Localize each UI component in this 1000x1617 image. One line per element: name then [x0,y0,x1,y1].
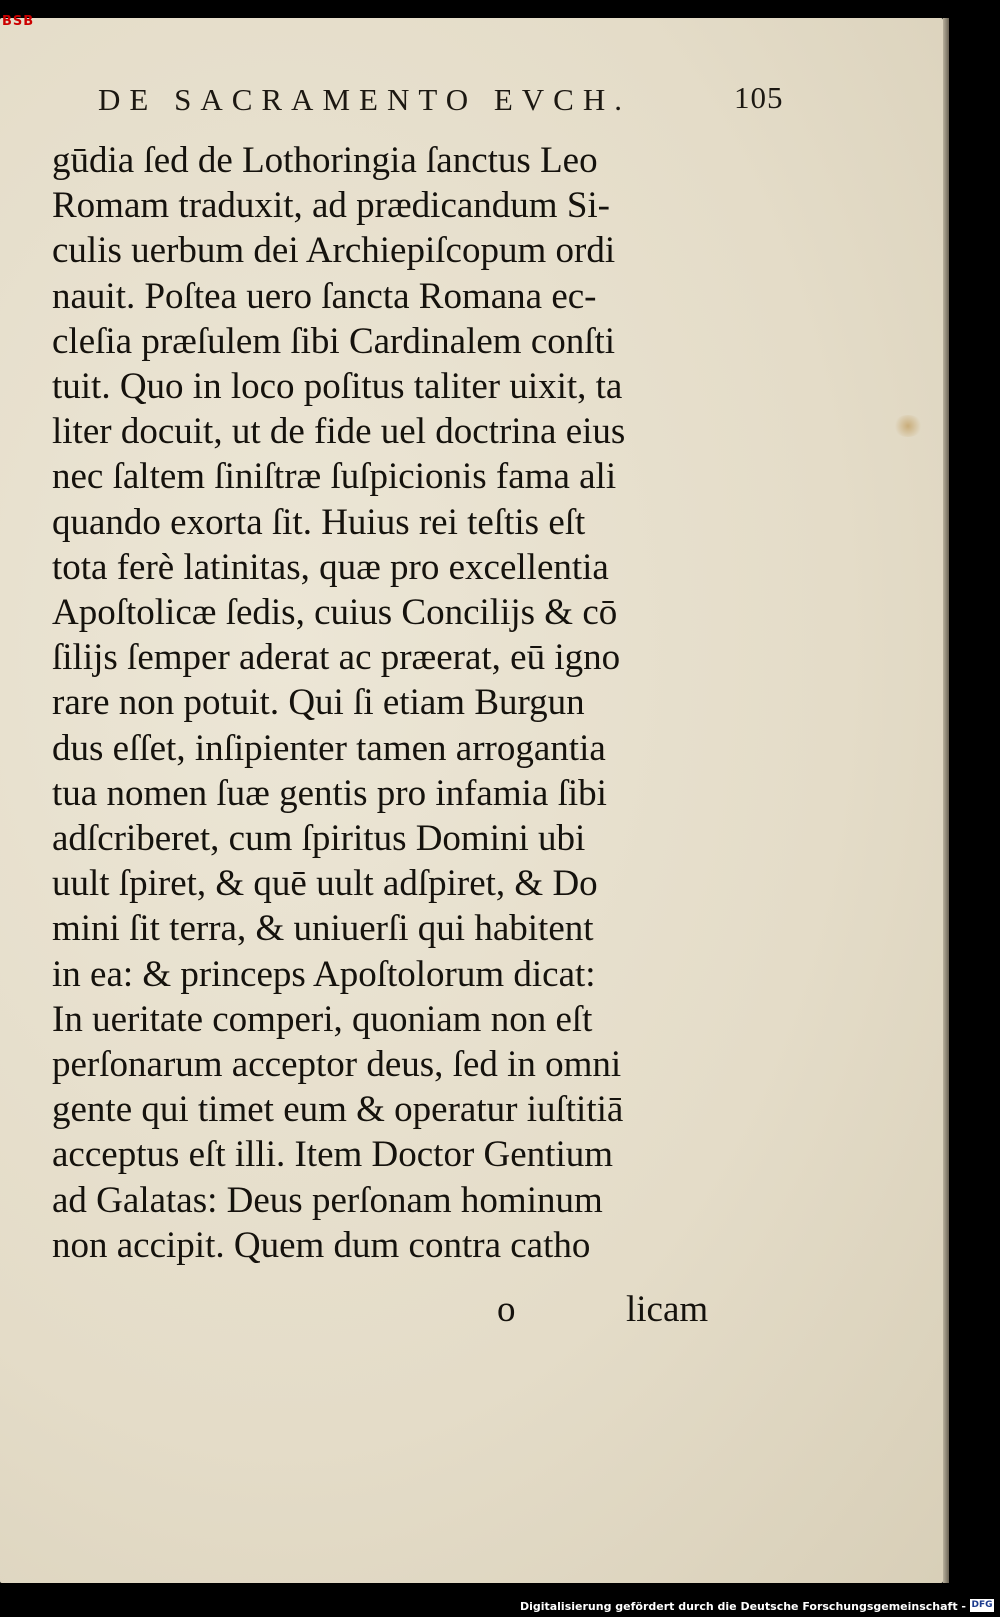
dfg-logo: DFG [971,1600,993,1610]
text-line: Romam traduxit, ad prædicandum Si- [52,185,610,227]
text-line: liter docuit, ut de fide uel doctrina eius [52,411,626,453]
signature-mark: o [497,1289,516,1330]
text-line: dus eſſet, inſipienter tamen arrogantia [52,727,606,769]
text-line: ſilijs ſemper aderat ac præerat, eū igno [52,637,621,679]
catchword: licam [626,1289,709,1330]
text-line: gente qui timet eum & operatur iuſtitiā [52,1089,624,1131]
text-line: tua nomen ſuæ gentis pro infamia ſibi [52,772,607,814]
text-line: uult ſpiret, & quē uult adſpiret, & Do [52,863,598,905]
page-edge [943,18,949,1583]
text-line: cleſia præſulem ſibi Cardinalem conſti [52,320,616,362]
text-line: Apoſtolicæ ſedis, cuius Concilijs & cō [52,592,618,634]
text-line: nec ſaltem ſiniſtræ ſuſpicionis fama ali [52,456,617,498]
text-line: adſcriberet, cum ſpiritus Domini ubi [52,818,586,860]
text-line: nauit. Poſtea uero ſancta Romana ec- [52,275,597,317]
running-head-title: DE SACRAMENTO EVCH. [98,82,631,117]
page-number: 105 [734,80,784,115]
text-line: perſonarum acceptor deus, ſed in omni [52,1044,622,1086]
text-line: culis uerbum dei Archiepiſcopum ordi [52,230,616,272]
text-block [52,138,732,1268]
text-line: rare non potuit. Qui ſi etiam Burgun [52,682,585,724]
text-line: tuit. Quo in loco poſitus taliter uixit, ta [52,366,623,408]
text-line: In ueritate comperi, quoniam non eſt [52,998,593,1040]
text-line: acceptus eſt illi. Item Doctor Gentium [52,1134,613,1176]
text-line: mini ſit terra, & uniuerſi qui habitent [52,908,594,950]
text-line: in ea: & princeps Apoſtolorum dicat: [52,953,596,995]
paper-stain [893,415,923,437]
running-head [98,82,788,122]
library-mark: BSB [2,14,35,29]
page-footer [52,1288,732,1333]
text-line: non accipit. Quem dum contra catho [52,1224,591,1266]
text-line: ad Galatas: Deus perſonam hominum [52,1179,603,1221]
credit-text: Digitalisierung gefördert durch die Deutsche Forschungsgemeinschaft - [519,1600,966,1613]
text-line: gūdia ſed de Lothoringia ſanctus Leo [52,140,598,181]
text-line: tota ferè latinitas, quæ pro excellentia [52,546,609,588]
text-line: quando exorta ſit. Huius rei teſtis eſt [52,501,586,543]
